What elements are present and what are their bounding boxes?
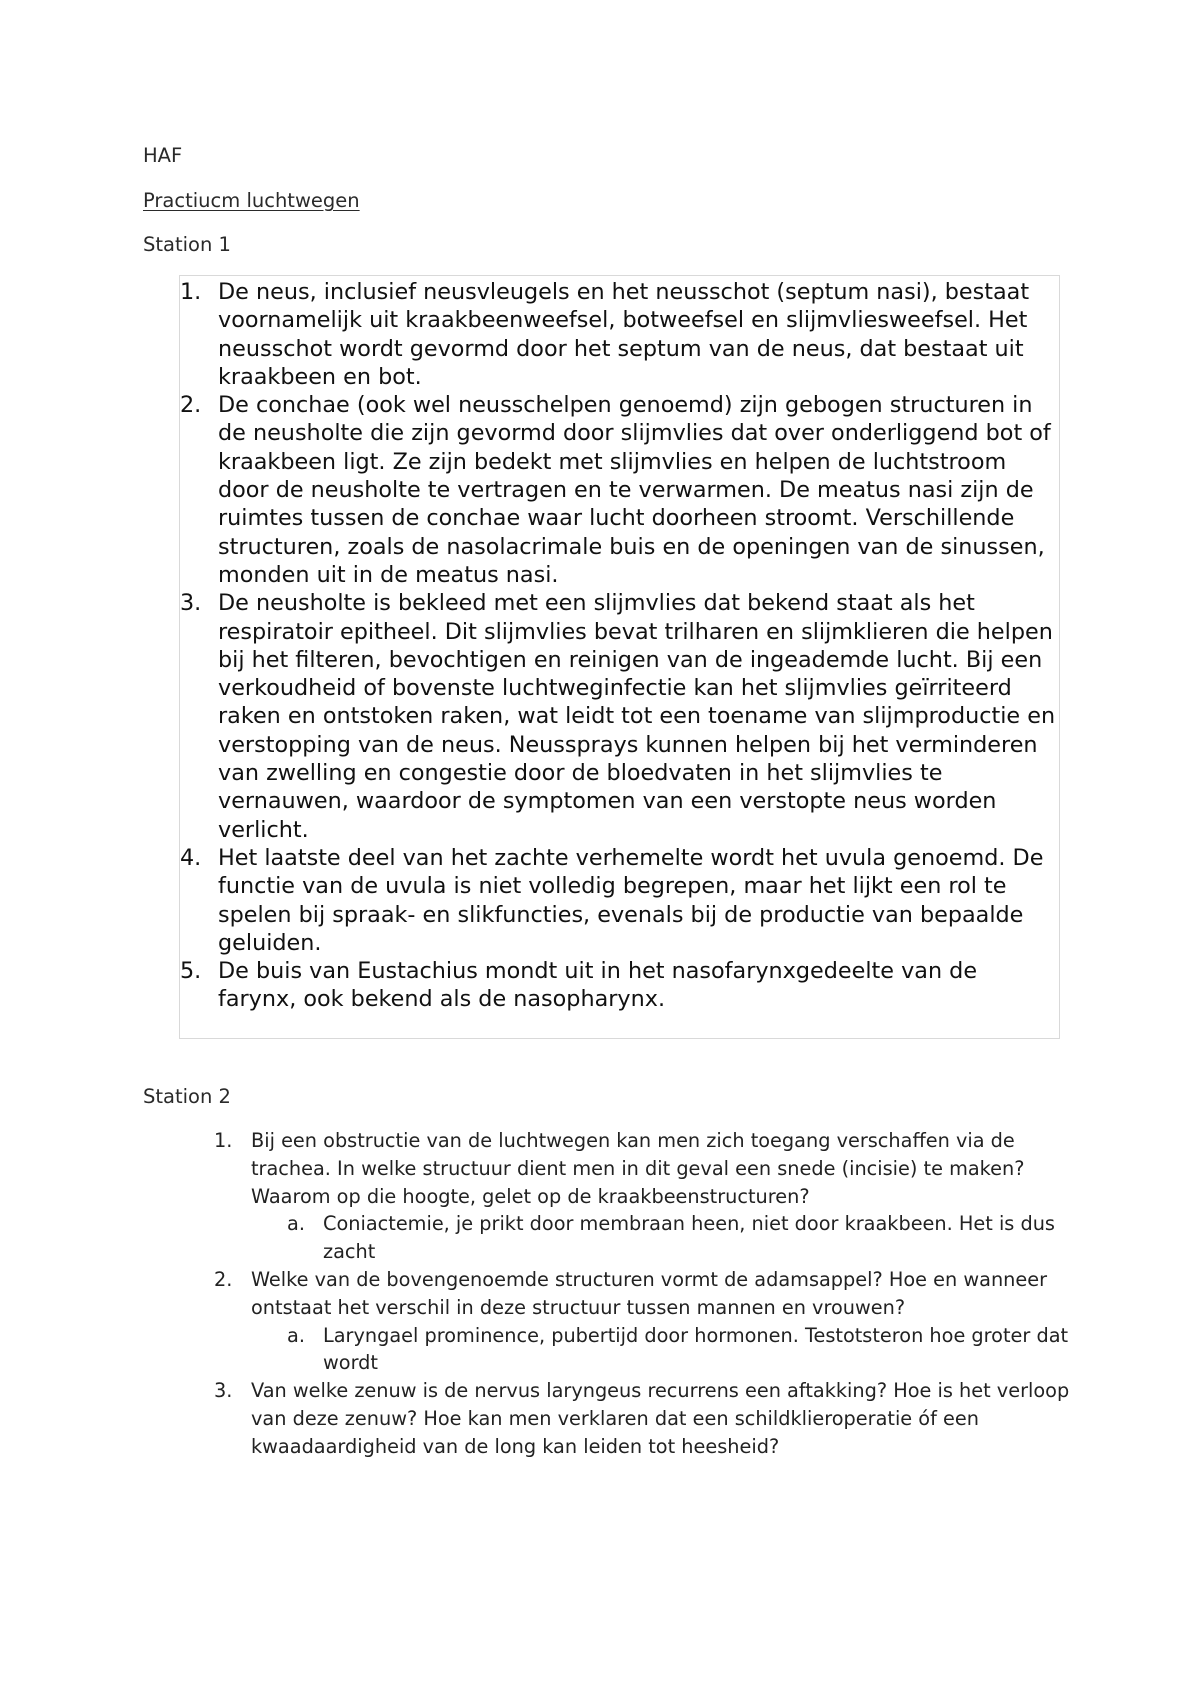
document-title: HAF [143, 144, 183, 167]
list-item-number: 3. [180, 590, 202, 617]
list-item-text: Het laatste deel van het zachte verhemelte wordt het uvula genoemd. De functie van de uvula is niet volledig begrepen, maar het lijkt een rol te spelen bij spraak- en slikfuncties, evenals bij de productie van bepaalde geluiden. [218, 844, 1044, 956]
list-item [180, 391, 1061, 589]
question-item [214, 1377, 1074, 1460]
answer-text: Coniactemie, je prikt door membraan heen, niet door kraakbeen. Het is dus zacht [323, 1212, 1055, 1264]
answer-marker: a. [287, 1212, 305, 1236]
answer-item [251, 1322, 1074, 1378]
list-item [180, 278, 1061, 391]
answer-marker: a. [287, 1323, 305, 1347]
practicum-heading: Practiucm luchtwegen [143, 189, 360, 212]
question-number: 2. [214, 1267, 233, 1291]
list-item-number: 5. [180, 958, 202, 985]
question-number: 3. [214, 1379, 233, 1403]
question-number: 1. [214, 1129, 233, 1152]
question-item [214, 1127, 1074, 1266]
list-item [180, 844, 1061, 957]
answer-sublist [251, 1322, 1074, 1378]
answer-item [251, 1210, 1074, 1266]
question-text: Welke van de bovengenoemde structuren vormt de adamsappel? Hoe en wanneer ontstaat het verschil in deze structuur tussen mannen en vrouwen? [251, 1267, 1048, 1319]
list-item [180, 957, 1061, 1014]
list-item-text: De neusholte is bekleed met een slijmvlies dat bekend staat als het respiratoir epitheel. Dit slijmvlies bevat trilharen en slijmklieren die helpen bij het filteren, bevochtigen en reinigen van de ingeademde lucht. Bij een verkoudheid of bovenste luchtweginfectie kan het slijmvlies geïrriteerd raken en ontstoken raken, wat leidt tot een toename van slijmproductie en verstopping van de neus. Neussprays kunnen helpen bij het verminderen van zwelling en congestie door de bloedvaten in het slijmvlies te vernauwen, waardoor de symptomen van een verstopte neus worden verlicht. [218, 590, 1056, 843]
answer-text: Laryngael prominence, pubertijd door hormonen. Testotsteron hoe groter dat wordt [323, 1323, 1069, 1375]
list-item-text: De neus, inclusief neusvleugels en het neusschot (septum nasi), bestaat voornamelijk uit kraakbeenweefsel, botweefsel en slijmvliesweefsel. Het neusschot wordt gevormd door het septum van de neus, dat bestaat uit kraakbeen en bot. [218, 279, 1030, 390]
list-item-number: 2. [180, 392, 202, 419]
station-1-answer-box [179, 275, 1060, 1039]
station-2-heading: Station 2 [143, 1085, 231, 1108]
list-item [180, 589, 1061, 844]
list-item-text: De conchae (ook wel neusschelpen genoemd) zijn gebogen structuren in de neusholte die zijn gevormd door slijmvlies dat over onderliggend bot of kraakbeen ligt. Ze zijn bedekt met slijmvlies en helpen de luchtstroom door de neusholte te vertragen en te verwarmen. De meatus nasi zijn de ruimtes tussen de conchae waar lucht doorheen stroomt. Verschillende structuren, zoals de nasolacrimale buis en de openingen van de sinussen, monden uit in de meatus nasi. [218, 392, 1051, 588]
list-item-text: De buis van Eustachius mondt uit in het nasofarynxgedeelte van de farynx, ook bekend als de nasopharynx. [218, 958, 978, 1013]
station-1-answer-list [180, 278, 1061, 1014]
station-2-question-list [214, 1127, 1074, 1461]
answer-sublist [251, 1210, 1074, 1266]
list-item-number: 1. [180, 279, 202, 305]
question-item [214, 1266, 1074, 1377]
station-1-heading: Station 1 [143, 233, 231, 256]
question-text: Bij een obstructie van de luchtwegen kan men zich toegang verschaffen via de trachea. In welke structuur dient men in dit geval een snede (incisie) te maken? Waarom op die hoogte, gelet op de kraakbeenstructuren? [251, 1129, 1025, 1208]
list-item-number: 4. [180, 844, 202, 871]
question-text: Van welke zenuw is de nervus laryngeus recurrens een aftakking? Hoe is het verloop van deze zenuw? Hoe kan men verklaren dat een schildklieroperatie óf een kwaadaardigheid van de long kan leiden tot heesheid? [251, 1379, 1070, 1458]
